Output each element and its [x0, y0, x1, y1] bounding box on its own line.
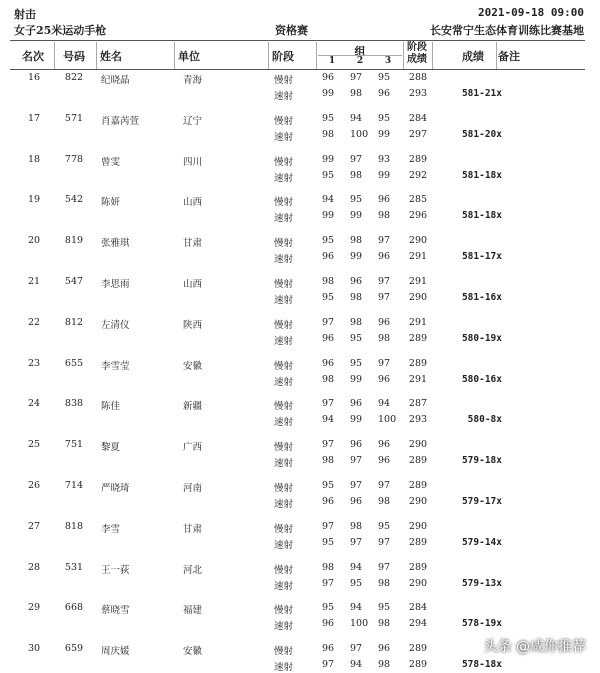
unit-cell: 甘肃 — [183, 238, 203, 250]
group-score: 98 — [350, 316, 363, 328]
col-bib: 号码 — [63, 50, 85, 63]
stage-sum: 288 — [408, 72, 428, 83]
sport-title: 射击 — [14, 8, 36, 21]
stage-label: 慢射 — [274, 156, 294, 168]
rank-cell: 19 — [27, 194, 41, 206]
group-score: 96 — [378, 251, 391, 263]
col-divider — [174, 42, 175, 69]
stage-sum: 290 — [408, 439, 428, 451]
name-cell: 李雪 — [101, 523, 121, 535]
group-score: 97 — [350, 536, 363, 548]
group-score: 98 — [350, 292, 363, 303]
group-score: 97 — [322, 398, 335, 410]
unit-cell: 福建 — [183, 605, 203, 617]
round-title: 资格赛 — [275, 24, 308, 37]
col-g2: 2 — [356, 56, 364, 66]
stage-label: 慢射 — [274, 279, 294, 290]
rank-cell: 26 — [27, 480, 41, 491]
stage-label: 速射 — [274, 131, 294, 143]
watermark: 头条 @咸你推荐 — [483, 639, 586, 655]
group-score: 100 — [350, 618, 369, 630]
total-score: 581-18x — [461, 210, 502, 222]
col-stage-score: 阶段成绩 — [407, 42, 427, 65]
group-score: 98 — [350, 520, 363, 532]
bib-cell: 668 — [64, 602, 84, 614]
group-score: 98 — [322, 276, 335, 287]
bib-cell: 812 — [64, 316, 84, 328]
total-score: 579-18x — [461, 455, 502, 467]
venue: 长安常宁生态体育训练比赛基地 — [430, 24, 584, 37]
rank-cell: 30 — [27, 643, 41, 655]
bib-cell: 571 — [64, 112, 84, 124]
stage-label: 速射 — [274, 417, 294, 429]
stage-label: 速射 — [274, 662, 294, 673]
stage-label: 速射 — [274, 621, 294, 633]
group-score: 95 — [350, 194, 363, 206]
stage-label: 慢射 — [274, 483, 294, 494]
total-score: 581-18x — [461, 169, 502, 181]
stage-label: 慢射 — [274, 197, 294, 209]
group-score: 99 — [322, 153, 335, 165]
stage-sum: 296 — [408, 210, 428, 222]
stage-label: 慢射 — [274, 75, 294, 86]
col-divider — [403, 42, 404, 69]
stage-label: 速射 — [274, 499, 294, 510]
total-score: 581-20x — [461, 128, 502, 140]
group-score: 98 — [378, 496, 391, 507]
stage-sum: 289 — [408, 643, 428, 655]
col-divider — [268, 42, 269, 69]
rank-cell: 21 — [27, 276, 41, 287]
stage-label: 慢射 — [274, 401, 294, 413]
group-score: 97 — [378, 561, 391, 573]
name-cell: 蔡晓雪 — [101, 605, 130, 617]
group-score: 96 — [378, 373, 391, 385]
group-score: 96 — [350, 439, 363, 451]
group-score: 97 — [350, 455, 363, 467]
group-score: 95 — [378, 72, 391, 83]
group-score: 99 — [350, 210, 363, 222]
unit-cell: 安徽 — [183, 646, 203, 658]
group-score: 96 — [322, 643, 335, 655]
bib-cell: 819 — [64, 235, 84, 247]
group-score: 97 — [322, 659, 335, 671]
group-score: 98 — [322, 373, 335, 385]
stage-sum: 289 — [408, 153, 428, 165]
event-title: 女子25米运动手枪 — [14, 24, 107, 37]
group-score: 96 — [322, 72, 335, 83]
group-score: 98 — [350, 169, 363, 181]
header-rule-top — [10, 40, 585, 41]
stage-sum: 292 — [408, 169, 428, 181]
group-score: 95 — [378, 520, 391, 532]
group-score: 99 — [350, 414, 363, 426]
group-score: 98 — [322, 455, 335, 467]
stage-sum: 293 — [408, 88, 428, 99]
group-score: 96 — [350, 276, 363, 287]
col-note: 备注 — [498, 50, 520, 63]
total-score: 579-13x — [461, 577, 502, 589]
group-score: 97 — [378, 536, 391, 548]
group-score: 94 — [350, 659, 363, 671]
stage-label: 速射 — [274, 376, 294, 388]
group-score: 99 — [378, 169, 391, 181]
group-score: 100 — [350, 128, 369, 140]
stage-sum: 294 — [408, 618, 428, 630]
group-score: 94 — [322, 194, 335, 206]
rank-cell: 29 — [27, 602, 41, 614]
group-score: 98 — [350, 235, 363, 247]
group-score: 98 — [378, 332, 391, 344]
stage-sum: 291 — [408, 276, 428, 287]
group-score: 98 — [378, 210, 391, 222]
col-divider — [96, 42, 97, 69]
group-score: 98 — [322, 128, 335, 140]
group-score: 97 — [378, 480, 391, 491]
col-divider — [432, 42, 433, 69]
group-score: 97 — [350, 480, 363, 491]
group-score: 95 — [378, 602, 391, 614]
group-score: 97 — [350, 643, 363, 655]
rank-cell: 16 — [27, 72, 41, 83]
col-unit: 单位 — [178, 50, 200, 63]
total-score: 580-8x — [467, 414, 502, 426]
group-score: 97 — [350, 72, 363, 83]
bib-cell: 542 — [64, 194, 84, 206]
group-score: 94 — [350, 112, 363, 124]
stage-sum: 290 — [408, 520, 428, 532]
bib-cell: 778 — [64, 153, 84, 165]
stage-label: 慢射 — [274, 115, 294, 127]
unit-cell: 广西 — [183, 442, 203, 454]
group-score: 96 — [322, 332, 335, 344]
name-cell: 周庆媛 — [101, 646, 130, 658]
unit-cell: 山西 — [183, 279, 203, 290]
group-score: 97 — [322, 439, 335, 451]
group-score: 96 — [350, 496, 363, 507]
rank-cell: 22 — [27, 316, 41, 328]
group-score: 96 — [378, 439, 391, 451]
group-score: 97 — [378, 276, 391, 287]
group-score: 96 — [322, 496, 335, 507]
bib-cell: 659 — [64, 643, 84, 655]
group-score: 97 — [378, 357, 391, 369]
stage-label: 速射 — [274, 295, 294, 306]
stage-sum: 290 — [408, 577, 428, 589]
group-score: 96 — [378, 194, 391, 206]
group-score: 97 — [350, 153, 363, 165]
name-cell: 左清仪 — [101, 319, 130, 331]
group-score: 95 — [322, 292, 335, 303]
stage-sum: 293 — [408, 414, 428, 426]
stage-sum: 289 — [408, 357, 428, 369]
stage-label: 速射 — [274, 172, 294, 184]
stage-sum: 284 — [408, 602, 428, 614]
group-score: 94 — [322, 414, 335, 426]
bib-cell: 751 — [64, 439, 84, 451]
col-divider — [54, 42, 55, 69]
group-score: 95 — [322, 112, 335, 124]
col-divider — [316, 42, 317, 69]
group-score: 98 — [378, 577, 391, 589]
col-divider — [496, 42, 497, 69]
group-score: 98 — [350, 88, 363, 99]
group-score: 96 — [322, 357, 335, 369]
group-score: 100 — [378, 414, 397, 426]
unit-cell: 青海 — [183, 75, 203, 86]
col-stage: 阶段 — [272, 50, 294, 63]
total-score: 579-14x — [461, 536, 502, 548]
rank-cell: 27 — [27, 520, 41, 532]
bib-cell: 547 — [64, 276, 84, 287]
stage-sum: 291 — [408, 251, 428, 263]
stage-label: 速射 — [274, 254, 294, 266]
col-g3: 3 — [384, 56, 392, 66]
stage-sum: 284 — [408, 112, 428, 124]
header-rule-bottom — [10, 69, 585, 70]
rank-cell: 28 — [27, 561, 41, 573]
total-score: 578-18x — [461, 659, 502, 671]
group-score: 96 — [378, 643, 391, 655]
bib-cell: 714 — [64, 480, 84, 491]
stage-sum: 289 — [408, 455, 428, 467]
group-score: 96 — [322, 251, 335, 263]
group-score: 95 — [322, 235, 335, 247]
total-score: 581-16x — [461, 292, 502, 303]
total-score: 578-19x — [461, 618, 502, 630]
name-cell: 李雪莹 — [101, 360, 130, 372]
name-cell: 陈佳 — [101, 401, 121, 413]
stage-sum: 285 — [408, 194, 428, 206]
unit-cell: 山西 — [183, 197, 203, 209]
group-score: 94 — [350, 561, 363, 573]
rank-cell: 23 — [27, 357, 41, 369]
unit-cell: 新疆 — [183, 401, 203, 413]
group-score: 96 — [350, 398, 363, 410]
stage-label: 慢射 — [274, 360, 294, 372]
group-score: 95 — [322, 602, 335, 614]
stage-label: 速射 — [274, 213, 294, 225]
group-score: 98 — [378, 659, 391, 671]
total-score: 581-17x — [461, 251, 502, 263]
unit-cell: 安徽 — [183, 360, 203, 372]
group-score: 99 — [350, 373, 363, 385]
name-cell: 王一荻 — [101, 564, 130, 576]
unit-cell: 辽宁 — [183, 115, 203, 127]
group-score: 95 — [350, 357, 363, 369]
name-cell: 纪晓晶 — [101, 75, 130, 86]
group-score: 95 — [378, 112, 391, 124]
name-cell: 肖嘉芮萱 — [101, 115, 140, 127]
total-score: 579-17x — [461, 496, 502, 507]
rank-cell: 17 — [27, 112, 41, 124]
stage-label: 速射 — [274, 580, 294, 592]
stage-label: 速射 — [274, 458, 294, 470]
stage-sum: 287 — [408, 398, 428, 410]
stage-sum: 289 — [408, 536, 428, 548]
stage-label: 慢射 — [274, 319, 294, 331]
group-score: 96 — [322, 618, 335, 630]
group-score: 99 — [322, 210, 335, 222]
group-score: 96 — [378, 455, 391, 467]
unit-cell: 陕西 — [183, 319, 203, 331]
col-group: 组 — [354, 45, 366, 58]
bib-cell: 822 — [64, 72, 84, 83]
total-score: 580-16x — [461, 373, 502, 385]
group-score: 98 — [378, 618, 391, 630]
group-score: 96 — [378, 88, 391, 99]
group-score: 95 — [350, 332, 363, 344]
rank-cell: 20 — [27, 235, 41, 247]
group-score: 98 — [322, 561, 335, 573]
group-score: 97 — [378, 235, 391, 247]
name-cell: 严晓琦 — [101, 483, 130, 494]
stage-sum: 297 — [408, 128, 428, 140]
stage-sum: 290 — [408, 235, 428, 247]
unit-cell: 河北 — [183, 564, 203, 576]
stage-sum: 291 — [408, 316, 428, 328]
group-score: 96 — [378, 316, 391, 328]
bib-cell: 655 — [64, 357, 84, 369]
stage-sum: 289 — [408, 332, 428, 344]
group-score: 95 — [322, 536, 335, 548]
stage-sum: 289 — [408, 480, 428, 491]
rank-cell: 24 — [27, 398, 41, 410]
stage-sum: 291 — [408, 373, 428, 385]
bib-cell: 818 — [64, 520, 84, 532]
name-cell: 李思雨 — [101, 279, 130, 290]
group-score: 97 — [322, 316, 335, 328]
group-score: 97 — [378, 292, 391, 303]
stage-label: 慢射 — [274, 523, 294, 535]
name-cell: 陈妍 — [101, 197, 121, 209]
group-score: 99 — [378, 128, 391, 140]
col-name: 姓名 — [100, 50, 122, 63]
bib-cell: 838 — [64, 398, 84, 410]
bib-cell: 531 — [64, 561, 84, 573]
name-cell: 曾雯 — [101, 156, 121, 168]
stage-label: 速射 — [274, 539, 294, 551]
stage-label: 慢射 — [274, 646, 294, 658]
stage-label: 慢射 — [274, 238, 294, 250]
stage-sum: 290 — [408, 496, 428, 507]
group-score: 95 — [322, 169, 335, 181]
group-score: 94 — [378, 398, 391, 410]
col-rank: 名次 — [22, 50, 44, 63]
col-g1: 1 — [328, 56, 336, 66]
group-score: 99 — [350, 251, 363, 263]
stage-label: 慢射 — [274, 442, 294, 454]
stage-sum: 289 — [408, 659, 428, 671]
col-total: 成绩 — [462, 50, 484, 63]
stage-sum: 289 — [408, 561, 428, 573]
group-score: 97 — [322, 520, 335, 532]
unit-cell: 甘肃 — [183, 523, 203, 535]
stage-label: 速射 — [274, 91, 294, 102]
total-score: 581-21x — [461, 88, 502, 99]
group-score: 97 — [322, 577, 335, 589]
group-score: 95 — [322, 480, 335, 491]
group-score: 95 — [350, 577, 363, 589]
unit-cell: 四川 — [183, 156, 203, 168]
datetime: 2021-09-18 09:00 — [478, 6, 584, 19]
name-cell: 黎夏 — [101, 442, 121, 454]
group-score: 99 — [322, 88, 335, 99]
stage-sum: 290 — [408, 292, 428, 303]
name-cell: 张雅琪 — [101, 238, 130, 250]
stage-label: 速射 — [274, 335, 294, 347]
rank-cell: 18 — [27, 153, 41, 165]
total-score: 580-19x — [461, 332, 502, 344]
unit-cell: 河南 — [183, 483, 203, 494]
stage-label: 慢射 — [274, 605, 294, 617]
group-score: 94 — [350, 602, 363, 614]
group-score: 93 — [378, 153, 391, 165]
stage-label: 慢射 — [274, 564, 294, 576]
rank-cell: 25 — [27, 439, 41, 451]
